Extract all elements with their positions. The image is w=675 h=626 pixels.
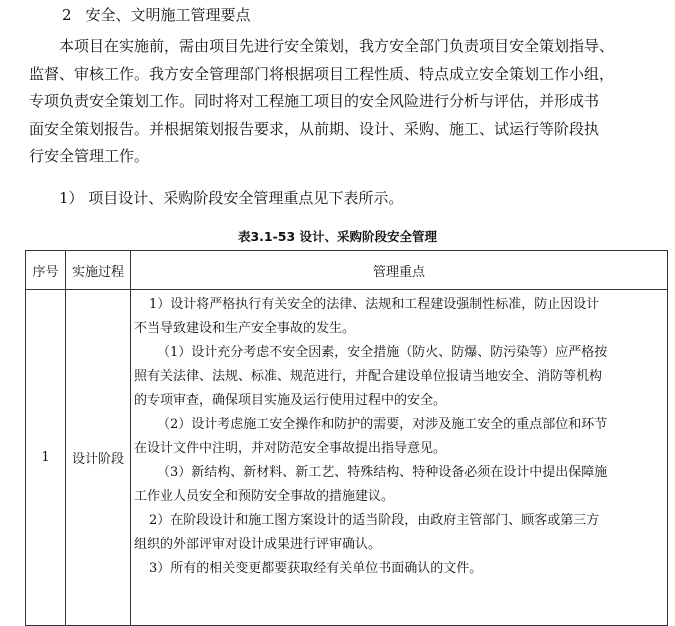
focus-line: 不当导致建设和生产安全事故的发生。 — [134, 321, 356, 336]
focus-item — [134, 341, 663, 413]
table-caption: 表3.1-53 设计、采购阶段安全管理 — [237, 229, 438, 244]
intro-paragraph — [29, 33, 657, 171]
table-header-row — [26, 251, 668, 290]
focus-item — [134, 293, 663, 341]
row-no: 1 — [26, 290, 66, 626]
focus-item — [134, 557, 663, 581]
focus-line: 3）所有的相关变更都要获取经有关单位书面确认的文件。 — [149, 561, 483, 576]
row-focus — [131, 290, 668, 626]
section-number: 2 — [62, 6, 72, 24]
focus-item — [134, 509, 663, 557]
intro-line: 监督、审核工作。我方安全管理部门将根据项目工程性质、特点成立安全策划工作小组， — [29, 64, 615, 83]
focus-line: 在设计文件中注明，并对防范安全事故提出指导意见。 — [134, 441, 447, 456]
focus-line: 1）设计将严格执行有关安全的法律、法规和工程建设强制性标准，防止因设计 — [149, 297, 600, 312]
row-phase: 设计阶段 — [66, 290, 131, 626]
list-intro: 1） 项目设计、采购阶段安全管理重点见下表所示。 — [59, 189, 404, 207]
focus-line: （2）设计考虑施工安全操作和防护的需要，对涉及施工安全的重点部位和环节 — [157, 417, 608, 432]
focus-line: （3）新结构、新材料、新工艺、特殊结构、特种设备必须在设计中提出保障施 — [157, 465, 608, 480]
focus-line: 组织的外部评审对设计成果进行评审确认。 — [134, 537, 382, 552]
intro-line: 本项目在实施前，需由项目先进行安全策划，我方安全部门负责项目安全策划指导、 — [59, 37, 615, 55]
focus-line: 工作业人员安全和预防安全事故的措施建议。 — [134, 489, 395, 504]
intro-line: 面安全策划报告。并根据策划报告要求，从前期、设计、采购、施工、试运行等阶段执 — [29, 119, 600, 138]
header-focus: 管理重点 — [131, 251, 668, 290]
intro-line: 专项负责安全策划工作。同时将对工程施工项目的安全风险进行分析与评估，并形成书 — [29, 92, 600, 111]
focus-line: 2）在阶段设计和施工图方案设计的适当阶段，由政府主管部门、顾客或第三方 — [149, 513, 600, 528]
section-title: 安全、文明施工管理要点 — [85, 6, 251, 24]
focus-line: 照有关法律、法规、标准、规范进行，并配合建设单位报请当地安全、消防等机构 — [134, 369, 603, 384]
table-row — [26, 290, 668, 626]
intro-line: 行安全管理工作。 — [29, 147, 150, 166]
section-heading — [62, 4, 251, 26]
focus-item — [134, 413, 663, 461]
management-table — [25, 250, 668, 626]
focus-line: 的专项审查，确保项目实施及运行使用过程中的安全。 — [134, 393, 447, 408]
focus-item — [134, 461, 663, 509]
focus-line: （1）设计充分考虑不安全因素，安全措施（防火、防爆、防污染等）应严格按 — [157, 345, 608, 360]
header-no: 序号 — [26, 251, 66, 290]
header-phase: 实施过程 — [66, 251, 131, 290]
